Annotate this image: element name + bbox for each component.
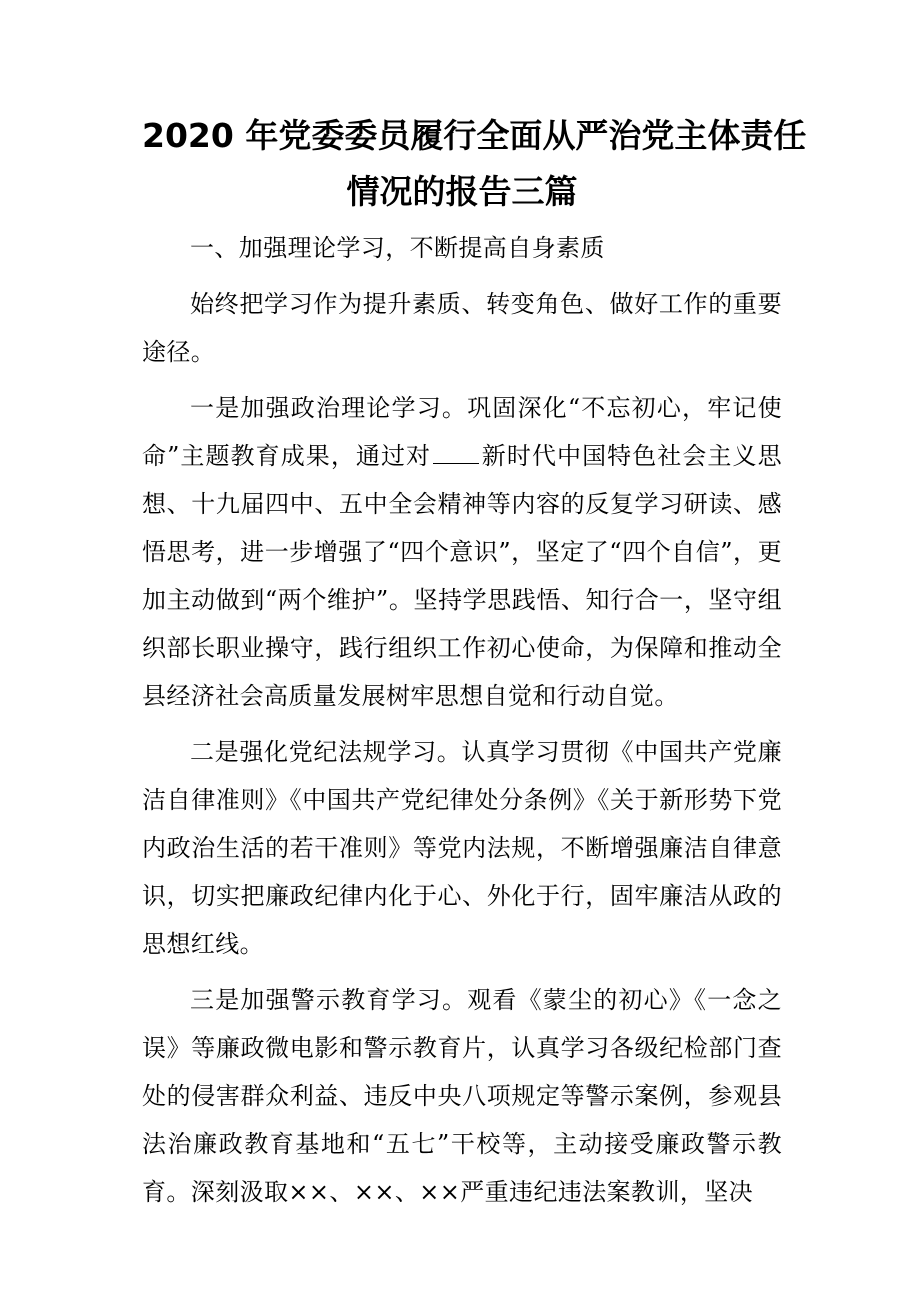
title-line-2: 情况的报告三篇 — [346, 172, 578, 211]
intro-paragraph: 始终把学习作为提升素质、转变角色、做好工作的重要途径。 — [142, 290, 782, 366]
paragraph-party-discipline: 二是强化党纪法规学习。认真学习贯彻《中国共产党廉洁自律准则》《中国共产党纪律处分条例》《关于新形势下党内政治生活的若干准则》等党内法规，不断增强廉洁自律意识，切实把廉政纪律内化于心、外化于行，固牢廉洁从政的思想红线。 — [142, 738, 782, 958]
document-page — [142, 108, 807, 1216]
paragraph-warning-education: 三是加强警示教育学习。观看《蒙尘的初心》《一念之误》等廉政微电影和警示教育片，认真学习各级纪检部门查处的侵害群众利益、违反中央八项规定等警示案例，参观县法治廉政教育基地和“五七”干校等，主动接受廉政警示教育。深刻汲取××、××、××严重违纪违法案教训，坚决 — [142, 986, 782, 1206]
title-line-1: 2020 年党委委员履行全面从严治党主体责任 — [142, 116, 807, 155]
section-heading: 一、加强理论学习，不断提高自身素质 — [190, 234, 605, 262]
document-title — [142, 108, 807, 220]
paragraph-political-theory-part2: 新时代中国特色社会主义思想、十九届四中、五中全会精神等内容的反复学习研读、感悟思考，进一步增强了“四个意识”，坚定了“四个自信”，更加主动做到“两个维护”。坚持学思践悟、知行合一，坚守组织部长职业操守，践行组织工作初心使命，为保障和推动全县经济社会高质量发展树牢思想自觉和行动自觉。 — [142, 442, 782, 710]
paragraph-political-theory — [142, 384, 782, 720]
paragraph-political-theory-part1: 一是加强政治理论学习。巩固深化“不忘初心，牢记使命”主题教育成果，通过对 — [142, 394, 782, 470]
blank-underline — [433, 443, 479, 464]
